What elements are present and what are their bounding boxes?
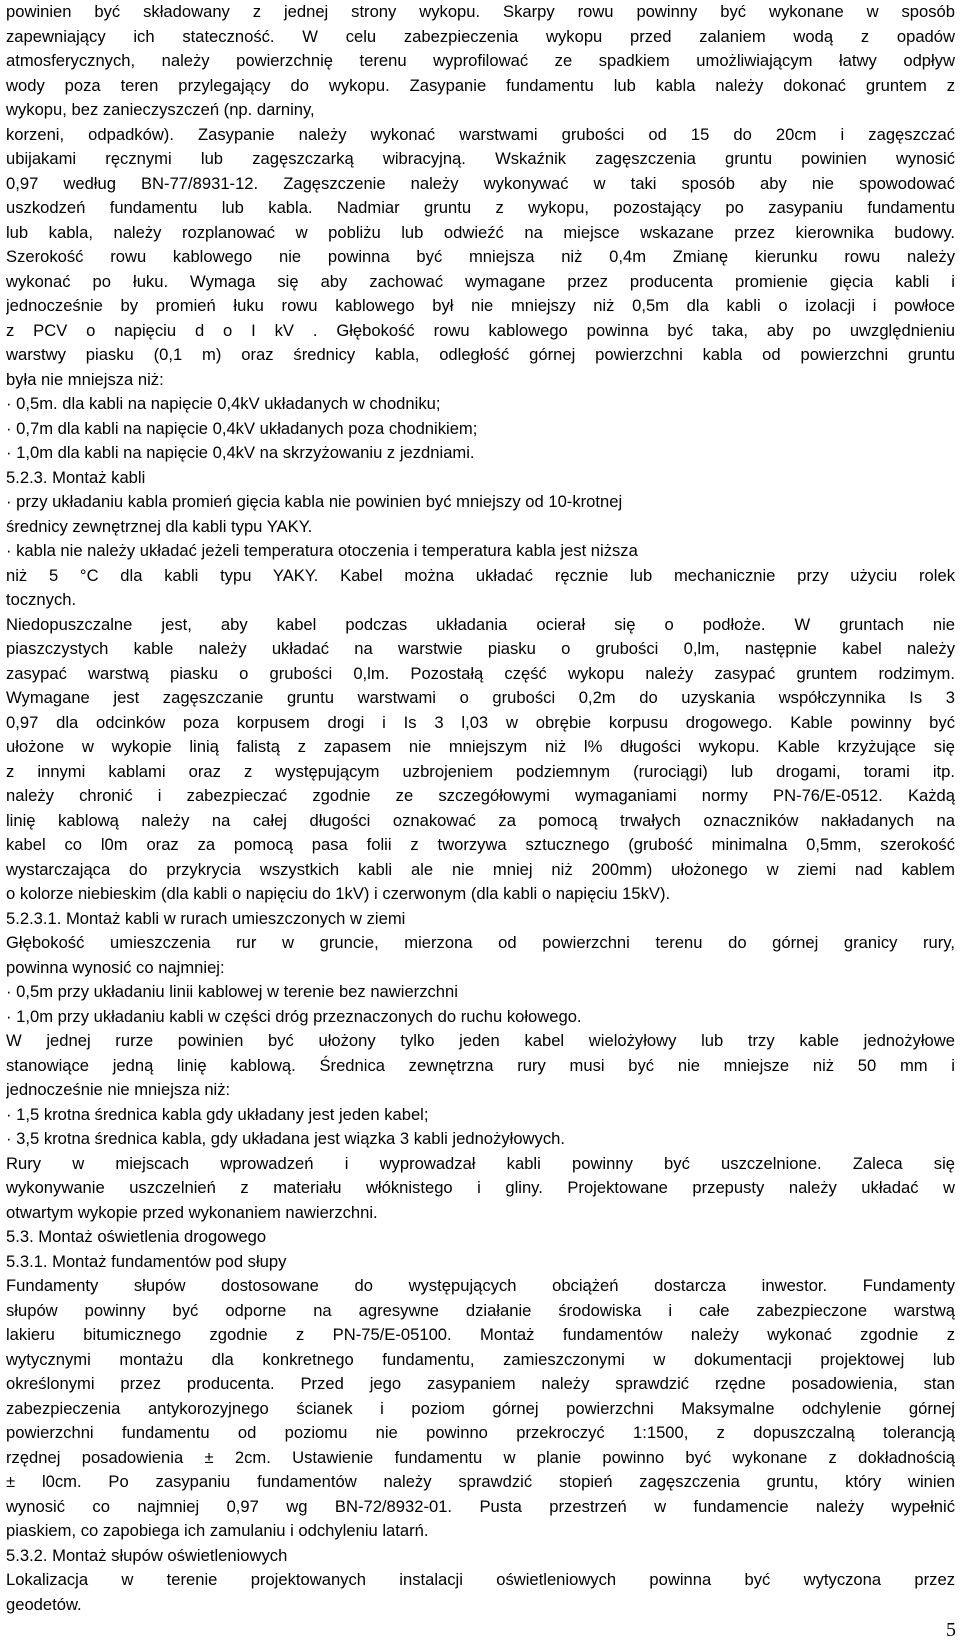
- bullet-item: · 1,0m przy układaniu kabli w części dróg przeznaczonych do ruchu kołowego.: [6, 1006, 582, 1026]
- bullet-item: · 1,0m dla kabli na napięcie 0,4kV na skrzyżowaniu z jezdniami.: [6, 443, 475, 462]
- text-line: należy chronić i zabezpieczać zgodnie ze szczegółowymi wymaganiami normy PN-76/E-0512. Każdą: [6, 786, 955, 805]
- text-line: z PCV o napięciu d o I kV . Głębokość rowu kablowego powinna być taka, aby po uwzględnieniu: [6, 320, 955, 340]
- text-line: zasypać warstwą piasku o grubości 0,lm. Pozostałą część wykopu należy zasypać gruntem rodzimym.: [6, 663, 955, 683]
- text-line: jednocześnie by promień łuku rowu kablowego był nie mniejszy niż 0,5m dla kabli o izolacji i powłoce: [6, 296, 955, 315]
- text-line: wykopu, bez zanieczyszczeń (np. darniny,: [6, 100, 315, 119]
- text-line: Wymagane jest zagęszczanie gruntu warstwami o grubości 0,2m do uzyskania współczynnika Is 3: [6, 688, 955, 707]
- text-line: Fundamenty słupów dostosowane do występujących obciążeń dostarcza inwestor. Fundamenty: [6, 1276, 955, 1295]
- text-line: ubijakami ręcznymi lub zagęszczarką wibracyjną. Wskaźnik zagęszczenia gruntu powinien wynosić: [6, 149, 955, 168]
- text-line: ułożone w wykopie linią falistą z zapasem nie mniejszym niż l% długości wykopu. Kable krzyżujące się: [6, 737, 955, 756]
- text-line: wynosić co najmniej 0,97 wg BN-72/8932-01. Pusta przestrzeń w fundamencie należy wypełnić: [6, 1496, 955, 1516]
- text-line: określonymi przez producenta. Przed jego zasypaniem należy sprawdzić rzędne posadowienia, stan: [6, 1374, 955, 1393]
- text-line: o kolorze niebieskim (dla kabli o napięciu do 1kV) i czerwonym (dla kabli o napięciu 15kV).: [6, 884, 671, 903]
- text-line: kabel co l0m oraz za pomocą pasa folii z tworzywa sztucznego (grubość minimalna 0,5mm, szerokość: [6, 835, 955, 854]
- text-line: zabezpieczenia antykorozyjnego ścianek i poziom górnej powierzchni Maksymalne odchylenie górnej: [6, 1398, 955, 1418]
- text-line: rzędnej posadowienia ± 2cm. Ustawienie fundamentu w planie powinno być wykonane z dokładnością: [6, 1447, 955, 1467]
- bullet-item: · kabla nie należy układać jeżeli temperatura otoczenia i temperatura kabla jest niższa: [6, 541, 638, 560]
- bullet-item: · 0,7m dla kabli na napięcie 0,4kV układanych poza chodnikiem;: [6, 418, 478, 438]
- text-line: powinna wynosić co najmniej:: [6, 957, 225, 977]
- text-line: otwartym wykopie przed wykonaniem nawierzchni.: [6, 1202, 378, 1222]
- text-line: uszkodzeń fundamentu lub kabla. Nadmiar gruntu z wykopu, pozostający po zasypaniu fundamentu: [6, 198, 955, 217]
- text-line: powierzchni fundamentu od poziomu nie powinno przekroczyć 1:1500, z dopuszczalną tolerancją: [6, 1423, 955, 1442]
- text-line: piaskiem, co zapobiega ich zamulaniu i odchyleniu latarń.: [6, 1521, 429, 1540]
- text-line: geodetów.: [6, 1594, 82, 1614]
- text-line: Niedopuszczalne jest, aby kabel podczas układania ocierał się o podłoże. W gruntach nie: [6, 614, 955, 634]
- bullet-item: · 1,5 krotna średnica kabla gdy układany jest jeden kabel;: [6, 1104, 429, 1124]
- section-heading: 5.2.3. Montaż kabli: [6, 467, 146, 487]
- document-page: [6, 0, 955, 1617]
- text-line: atmosferycznych, należy powierzchnię terenu wyprofilować ze spadkiem umożliwiającym łatwy odpływ: [6, 51, 955, 70]
- text-line: Głębokość umieszczenia rur w gruncie, mierzona od powierzchni terenu do górnej granicy rury,: [6, 933, 955, 952]
- text-line: Szerokość rowu kablowego nie powinna być mniejsza niż 0,4m Zmianę kierunku rowu należy: [6, 247, 955, 266]
- text-line: ± l0cm. Po zasypaniu fundamentów należy sprawdzić stopień zagęszczenia gruntu, który winien: [6, 1472, 955, 1491]
- text-line: lub kabla, należy rozplanować w pobliżu lub odwieźć na miejsce wskazane przez kierownika budowy.: [6, 222, 955, 242]
- text-line: 0,97 dla odcinków poza korpusem drogi i Is 3 l,03 w obrębie korpusu drogowego. Kable powinny być: [6, 712, 955, 732]
- text-line: niż 5 °C dla kabli typu YAKY. Kabel można układać ręcznie lub mechanicznie przy użyciu rolek: [6, 565, 955, 585]
- text-line: wykonać po łuku. Wymaga się aby zachować wymagane przez producenta promienie gięcia kabli i: [6, 271, 955, 291]
- text-line: powinien być składowany z jednej strony wykopu. Skarpy rowu powinny być wykonane w sposób: [6, 2, 955, 21]
- text-line: 0,97 według BN-77/8931-12. Zagęszczenie należy wykonywać w taki sposób aby nie spowodować: [6, 173, 955, 193]
- text-line: wytycznymi montażu dla konkretnego fundamentu, zamieszczonymi w dokumentacji projektowej lub: [6, 1349, 955, 1369]
- text-line: tocznych.: [6, 590, 77, 609]
- section-heading: 5.2.3.1. Montaż kabli w rurach umieszczonych w ziemi: [6, 908, 406, 928]
- text-line: lakieru bitumicznego zgodnie z PN-75/E-05100. Montaż fundamentów należy wykonać zgodnie z: [6, 1325, 955, 1344]
- section-heading: 5.3.2. Montaż słupów oświetleniowych: [6, 1545, 288, 1565]
- section-heading: 5.3.1. Montaż fundamentów pod słupy: [6, 1251, 287, 1271]
- text-line: wystarczająca do przykrycia wszystkich kabli ale nie mniej niż 200mm) ułożonego w ziemi nad kablem: [6, 859, 955, 879]
- section-heading: 5.3. Montaż oświetlenia drogowego: [6, 1227, 267, 1246]
- page-number: 5: [946, 1619, 956, 1641]
- text-line: Rury w miejscach wprowadzeń i wyprowadzał kabli powinny być uszczelnione. Zaleca się: [6, 1153, 955, 1173]
- text-line: była nie mniejsza niż:: [6, 369, 164, 389]
- text-line: wykonywanie uszczelnień z materiału włóknistego i gliny. Projektowane przepusty należy układać w: [6, 1178, 955, 1197]
- text-line: korzeni, odpadków). Zasypanie należy wykonać warstwami grubości od 15 do 20cm i zagęszczać: [6, 124, 955, 144]
- bullet-item: · 3,5 krotna średnica kabla, gdy układana jest wiązka 3 kabli jednożyłowych.: [6, 1129, 565, 1148]
- text-line: linię kablową należy na całej długości oznakować za pomocą trwałych oznaczników nakładanych na: [6, 810, 955, 830]
- text-line: z innymi kablami oraz z występującym uzbrojeniem podziemnym (rurociągi) lub drogami, torami itp.: [6, 761, 955, 781]
- text-line: Lokalizacja w terenie projektowanych instalacji oświetleniowych powinna być wytyczona przez: [6, 1570, 955, 1589]
- text-line: wody poza teren przylegający do wykopu. Zasypanie fundamentu lub kabla należy dokonać gruntem z: [6, 75, 955, 95]
- text-line: piaszczystych kable należy układać na warstwie piasku o grubości 0,lm, następnie kabel należy: [6, 639, 955, 658]
- bullet-item: · 0,5m przy układaniu linii kablowej w terenie bez nawierzchni: [6, 982, 458, 1001]
- text-line: słupów powinny być odporne na agresywne działanie środowiska i całe zabezpieczone warstwą: [6, 1300, 955, 1320]
- text-line: zapewniający ich stateczność. W celu zabezpieczenia wykopu przed zalaniem wodą z opadów: [6, 26, 955, 46]
- text-line: stanowiące jedną linię kablową. Średnica zewnętrzna rury musi być nie mniejsze niż 50 mm i: [6, 1055, 955, 1075]
- text-line: W jednej rurze powinien być ułożony tylko jeden kabel wielożyłowy lub trzy kable jednożyłowe: [6, 1031, 955, 1050]
- bullet-item: · 0,5m. dla kabli na napięcie 0,4kV układanych w chodniku;: [6, 394, 441, 413]
- bullet-item: · przy układaniu kabla promień gięcia kabla nie powinien być mniejszy od 10-krotnej: [6, 492, 623, 511]
- text-line: jednocześnie nie mniejsza niż:: [6, 1080, 231, 1099]
- text-line: warstwy piasku (0,1 m) oraz średnicy kabla, odległość górnej powierzchni kabla od powierzchni gruntu: [6, 345, 955, 364]
- text-line: średnicy zewnętrznej dla kabli typu YAKY.: [6, 516, 313, 536]
